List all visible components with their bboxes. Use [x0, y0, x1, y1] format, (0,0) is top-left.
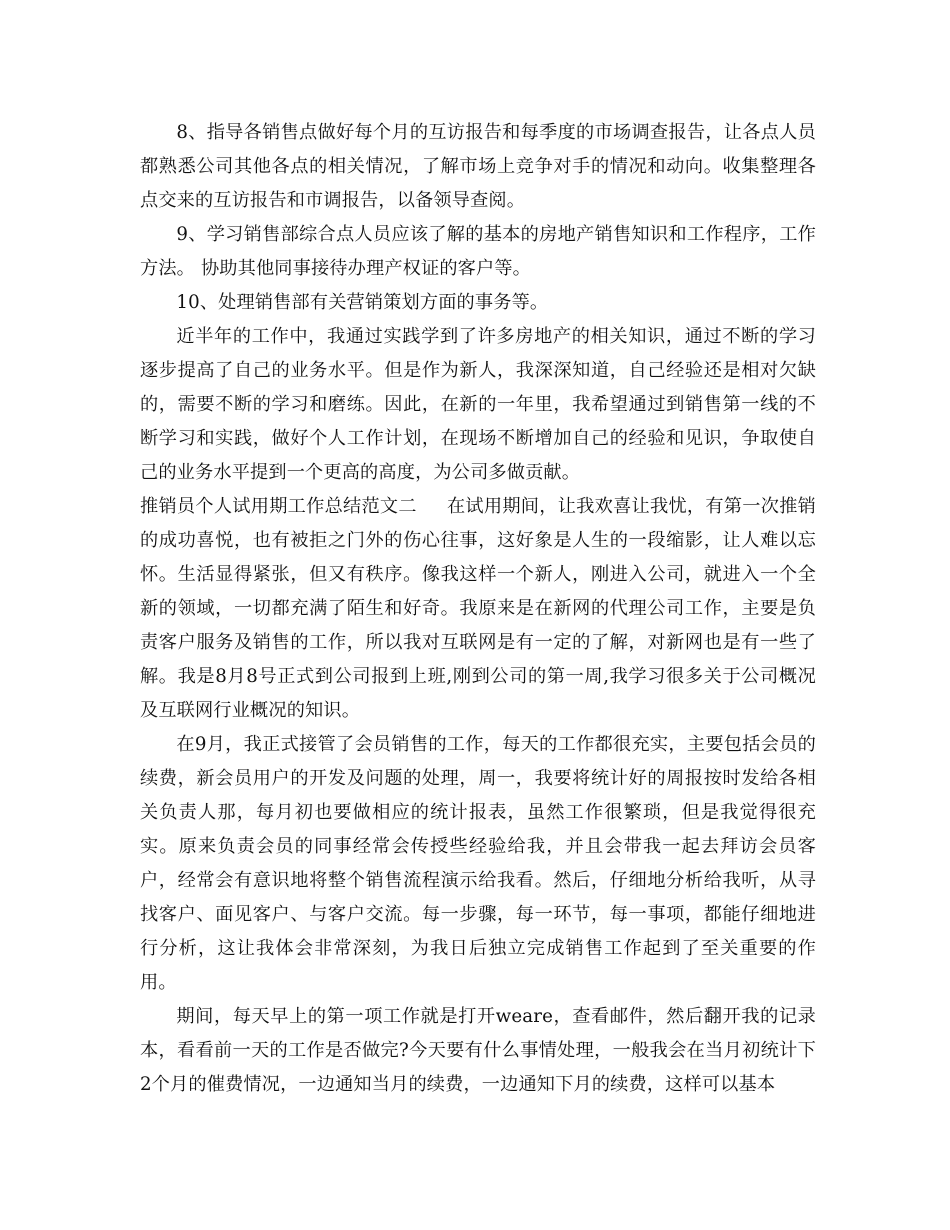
section-intro: 在试用期间，让我欢喜让我忧，有第一次推销的成功喜悦，也有被拒之门外的伤心往事，这好象是人生的一段缩影，让人难以忘怀。生活显得紧张，但又有秩序。像我这样一个新人，刚进入公司，就进入一个全新的领域，一切都充满了陌生和好奇。我原来是在新网的代理公司工作，主要是负责客户服务及销售的工作，所以我对互联网是有一定的了解，对新网也是有一些了解。我是8月8号正式到公司报到上班,刚到公司的第一周,我学习很多关于公司概况及互联网行业概况的知识。: [140, 496, 816, 721]
document-body: [140, 116, 816, 1102]
paragraph-item-8: 8、指导各销售点做好每个月的互访报告和每季度的市场调查报告，让各点人员都熟悉公司其他各点的相关情况，了解市场上竞争对手的情况和动向。收集整理各点交来的互访报告和市调报告，以备领导查阅。: [140, 122, 816, 211]
paragraph-summary: 近半年的工作中，我通过实践学到了许多房地产的相关知识，通过不断的学习逐步提高了自己的业务水平。但是作为新人，我深深知道，自己经验还是相对欠缺的，需要不断的学习和磨练。因此，在新的一年里，我希望通过到销售第一线的不断学习和实践，做好个人工作计划，在现场不断增加自己的经验和见识，争取使自己的业务水平提到一个更高的高度，为公司多做贡献。: [140, 326, 816, 483]
paragraph-item-9: 9、学习销售部综合点人员应该了解的基本的房地产销售知识和工作程序，工作方法。 协助其他同事接待办理产权证的客户等。: [140, 224, 816, 279]
section-two-paragraph: [140, 490, 816, 728]
section-title: 推销员个人试用期工作总结范文二: [140, 496, 417, 517]
paragraph-september-work: 在9月，我正式接管了会员销售的工作，每天的工作都很充实，主要包括会员的续费，新会员用户的开发及问题的处理，周一，我要将统计好的周报按时发给各相关负责人那，每月初也要做相应的统计报表，虽然工作很繁琐，但是我觉得很充实。原来负责会员的同事经常会传授些经验给我，并且会带我一起去拜访会员客户，经常会有意识地将整个销售流程演示给我看。然后，仔细地分析给我听，从寻找客户、面见客户、与客户交流。每一步骤，每一环节，每一事项，都能仔细地进行分析，这让我体会非常深刻，为我日后独立完成销售工作起到了至关重要的作用。: [140, 734, 816, 993]
paragraph-daily-routine: 期间，每天早上的第一项工作就是打开weare，查看邮件，然后翻开我的记录本，看看前一天的工作是否做完?今天要有什么事情处理，一般我会在当月初统计下2个月的催费情况，一边通知当月的续费，一边通知下月的续费，这样可以基本: [140, 1006, 816, 1095]
paragraph-item-10: 10、处理销售部有关营销策划方面的事务等。: [176, 292, 549, 313]
